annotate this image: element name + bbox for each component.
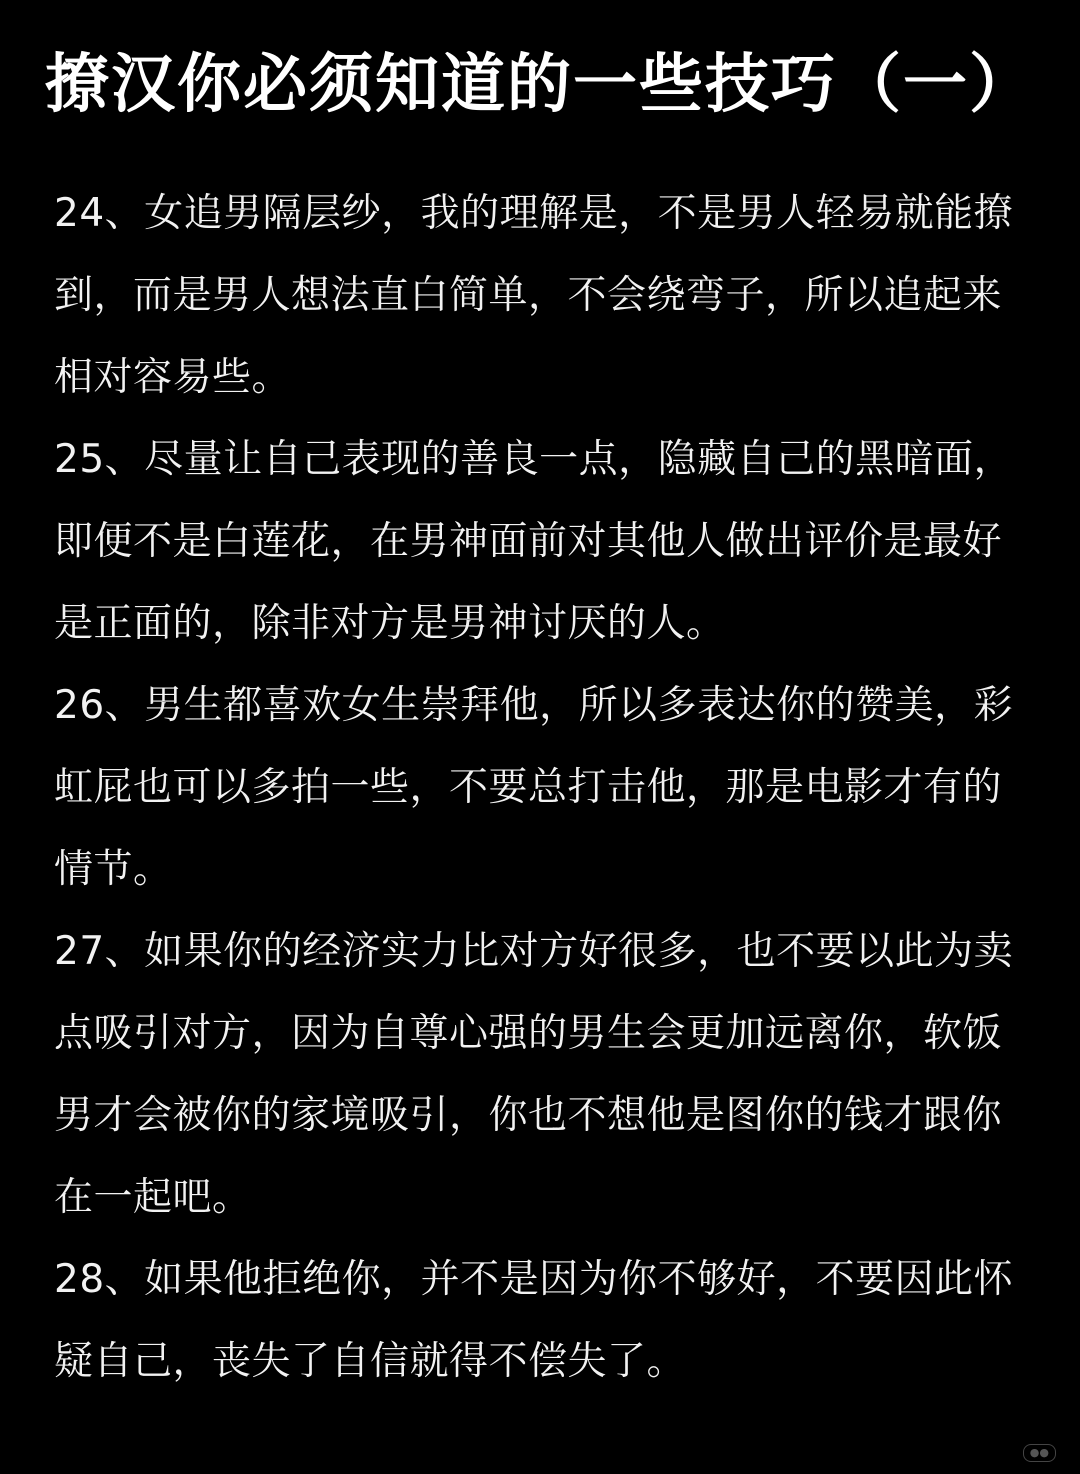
tips-list <box>54 173 1038 1403</box>
watermark-logo: ●● <box>1023 1444 1056 1462</box>
page-title: 撩汉你必须知道的一些技巧（一） <box>45 48 1035 122</box>
tip-24: 24、女追男隔层纱，我的理解是，不是男人轻易就能撩到，而是男人想法直白简单，不会绕弯子，所以追起来相对容易些。 <box>54 191 1014 400</box>
tip-27: 27、如果你的经济实力比对方好很多，也不要以此为卖点吸引对方，因为自尊心强的男生会更加远离你，软饭男才会被你的家境吸引，你也不想他是图你的钱才跟你在一起吧。 <box>54 929 1014 1220</box>
tip-25: 25、尽量让自己表现的善良一点，隐藏自己的黑暗面，即便不是白莲花，在男神面前对其他人做出评价是最好是正面的，除非对方是男神讨厌的人。 <box>54 437 1014 646</box>
tip-26: 26、男生都喜欢女生崇拜他，所以多表达你的赞美，彩虹屁也可以多拍一些，不要总打击他，那是电影才有的情节。 <box>54 683 1014 892</box>
tip-28: 28、如果他拒绝你，并不是因为你不够好，不要因此怀疑自己，丧失了自信就得不偿失了。 <box>54 1257 1014 1384</box>
